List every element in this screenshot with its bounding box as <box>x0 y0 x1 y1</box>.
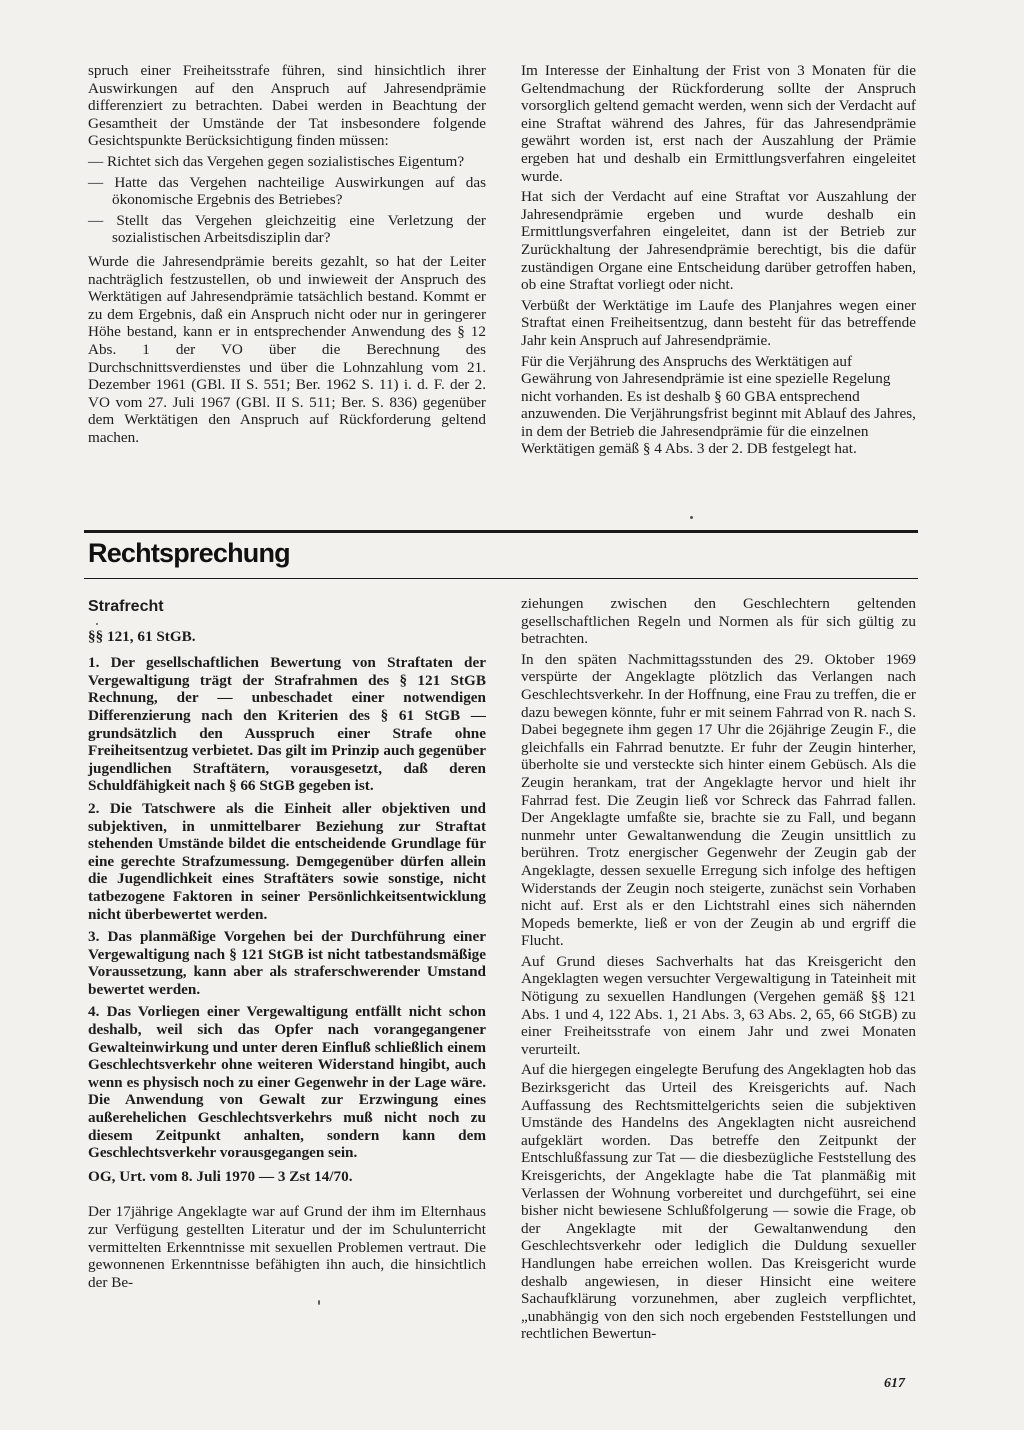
section-heading: Rechtsprechung <box>88 538 290 568</box>
paragraph: spruch einer Freiheitsstrafe führen, sind hinsichtlich ihrer Auswirkungen auf den Anspruch auf Jahresendprämie differenziert zu betrachten. Dabei werden in Beachtung der Gesamtheit der Umstände der Tat insbesondere folgende Gesichtspunkte Berücksichtigung finden müssen: <box>88 62 486 150</box>
column-bottom-right <box>521 595 916 1346</box>
subsection-title: Strafrecht <box>88 598 164 615</box>
paragraph: In den späten Nachmittagsstunden des 29. Oktober 1969 verspürte der Angeklagte plötzlich das Verlangen nach Geschlechtsverkehr. In der Hoffnung, eine Frau zu treffen, die er dazu bewegen könnte, fuhr er mit seinem Fahrrad von R. nach S. Dabei begegnete ihm gegen 17 Uhr die 26jährige Zeugin F., die gleichfalls ein Fahrrad benutzte. Er fuhr der Zeugin hinterher, überholte sie und versteckte sich hinter einem Gebüsch. Als die Zeugin herankam, trat der Angeklagte hervor und hielt ihr Fahrrad fest. Die Zeugin ließ vor Schreck das Fahrrad fallen. Der Angeklagte umfaßte sie, brachte sie zu Fall, und begann nunmehr unter Gewaltanwendung die Zeugin unsittlich zu berühren. Trotz energischer Gegenwehr der Zeugin gab der Angeklagte, dessen sexuelle Erregung sich infolge des heftigen Widerstands der Zeugin noch steigerte, zunächst sein Vorhaben nicht auf. Erst als er den Lichtstrahl eines sich nähernden Mopeds bemerkte, ließ er von der Zeugin ab und ergriff die Flucht. <box>521 650 916 950</box>
headnote-1: 1. Der gesellschaftlichen Bewertung von Straftaten der Vergewaltigung trägt der Strafrahmen des § 121 StGB Rechnung, der — unbeschadet einer notwendigen Differenzierung nach den Kriterien des § 61 StGB — grundsätzlich den Ausspruch einer Strafe ohne Freiheitsentzug verbietet. Das gilt im Prinzip auch gegenüber jugendlichen Straftätern, vorausgesetzt, daß deren Schuldfähigkeit nach § 66 StGB gegeben ist. <box>88 654 486 795</box>
paragraph: Für die Verjährung des Anspruchs des Werktätigen auf Gewährung von Jahresendprämie ist eine spezielle Regelung nicht vorhanden. Es ist deshalb § 60 GBA entsprechend anzuwenden. Die Verjährungsfrist beginnt mit Ablauf des Jahres, in dem der Betrieb die Jahresendprämie für die einzelnen Werktätigen gemäß § 4 Abs. 3 der 2. DB festgelegt hat. <box>521 352 916 458</box>
column-top-left <box>88 62 486 449</box>
headnote-2: 2. Die Tatschwere als die Einheit aller objektiven und subjektiven, in unmittelbarer Beziehung zur Straftat stehenden Umstände bildet die entscheidende Grundlage für eine gerechte Strafzumessung. Demgegenüber dürfen allein die Jugendlichkeit eines Straftäters sowie sonstige, nicht tatbezogene Faktoren in seiner Persönlichkeitsentwicklung nicht überbewertet werden. <box>88 799 486 923</box>
page-number: 617 <box>884 1376 905 1391</box>
bullet-item: — Stellt das Vergehen gleichzeitig eine Verletzung der sozialistischen Arbeitsdisziplin dar? <box>88 211 486 247</box>
scan-speck <box>318 1300 320 1305</box>
scan-speck <box>690 516 693 519</box>
bullet-item: — Richtet sich das Vergehen gegen sozialistisches Eigentum? <box>88 152 465 170</box>
bullet-item: — Hatte das Vergehen nachteilige Auswirkungen auf das ökonomische Ergebnis des Betriebes? <box>88 173 486 209</box>
column-top-right <box>521 62 916 461</box>
court-citation: OG, Urt. vom 8. Juli 1970 — 3 Zst 14/70. <box>88 1167 353 1185</box>
heading-underline <box>84 578 918 579</box>
column-bottom-left <box>88 598 486 1294</box>
headnote-3: 3. Das planmäßige Vorgehen bei der Durchführung einer Vergewaltigung nach § 121 StGB ist nicht tatbestandsmäßige Voraussetzung, kann aber als straferschwerender Umstand bewertet werden. <box>88 928 486 998</box>
paragraph: Im Interesse der Einhaltung der Frist von 3 Monaten für die Geltendmachung der Rückforderung sollte der Anspruch vorsorglich geltend gemacht werden, wenn sich der Verdacht auf eine Straftat während des Jahres, für das Jahresendprämie gewährt worden ist, erst nach der Auszahlung der Prämie ergeben hat und deshalb ein Ermittlungsverfahren eingeleitet wurde. <box>521 62 916 185</box>
paragraph: Hat sich der Verdacht auf eine Straftat vor Auszahlung der Jahresendprämie ergeben und wurde deshalb ein Ermittlungsverfahren eingeleitet, dann ist der Betrieb zur Zurückhaltung der Jahresendprämie berechtigt, bis die dafür zuständigen Organe eine Entscheidung darüber getroffen haben, ob eine Straftat vorliegt oder nicht. <box>521 188 916 294</box>
paragraph: Auf die hiergegen eingelegte Berufung des Angeklagten hob das Bezirksgericht das Urteil des Kreisgerichts auf. Nach Auffassung des Rechtsmittelgerichts seien die subjektiven Umstände des Handelns des Angeklagten nicht ausreichend aufgeklärt worden. Das betreffe den Zeitpunkt der Entschlußfassung zur Tat — die diesbezügliche Feststellung des Kreisgerichts, der Angeklagte habe die Tat planmäßig mit Verlassen der Wohnung vorbereitet und durchgeführt, sei eine bisher nicht bewiesene Schlußfolgerung — sowie die Frage, ob der Angeklagte mit der Gewaltanwendung den Geschlechtsverkehr oder lediglich die Duldung sexueller Handlungen habe erreichen wollen. Das Kreisgericht wurde deshalb angewiesen, in dieser Hinsicht eine weitere Sachaufklärung vorzunehmen, aber zugleich verpflichtet, „unabhängig von den sich noch ergebenden Feststellungen und rechtlichen Bewertun- <box>521 1061 916 1343</box>
paragraph: Der 17jährige Angeklagte war auf Grund der ihm im Elternhaus zur Verfügung gestellten Literatur und der im Schulunterricht vermittelten Erkenntnisse mit sexuellen Problemen vertraut. Die gewonnenen Erkenntnisse befähigten ihn auch, die hinsichtlich der Be- <box>88 1203 486 1291</box>
paragraph: Wurde die Jahresendprämie bereits gezahlt, so hat der Leiter nachträglich festzustellen, ob und inwieweit der Anspruch des Werktätigen auf Jahresendprämie tatsächlich bestand. Kommt er zu dem Ergebnis, daß ein Anspruch nicht oder nur in geringerer Höhe bestand, kann er in entsprechender Anwendung des § 12 Abs. 1 der VO über die Berechnung des Durchschnittsverdienstes und über die Lohnzahlung vom 21. Dezember 1961 (GBl. II S. 551; Ber. 1962 S. 11) i. d. F. der 2. VO vom 27. Juli 1967 (GBl. II S. 511; Ber. S. 836) gegenüber dem Werktätigen den Anspruch auf Rückforderung geltend machen. <box>88 252 486 446</box>
headnote-4: 4. Das Vorliegen einer Vergewaltigung entfällt nicht schon deshalb, weil sich das Opfer nach vorangegangener Gewalteinwirkung und unter deren Einfluß schließlich einem Geschlechtsverkehr ohne weiteren Widerstand hingibt, auch wenn es physisch noch zu einer Gegenwehr in der Lage wäre. Die Anwendung von Gewalt zur Erzwingung eines außerehelichen Geschlechtsverkehrs muß nicht noch zu diesem Zeitpunkt anhalten, sondern kann dem Geschlechtsverkehr vorausgegangen sein. <box>88 1003 486 1162</box>
paragraph: ziehungen zwischen den Geschlechtern geltenden gesellschaftlichen Regeln und Normen als für sich gültig zu betrachten. <box>521 595 916 648</box>
section-divider <box>84 530 918 533</box>
paragraph: Auf Grund dieses Sachverhalts hat das Kreisgericht den Angeklagten wegen versuchter Vergewaltigung in Tateinheit mit Nötigung zu sexuellen Handlungen (Vergehen gemäß §§ 121 Abs. 1 und 4, 122 Abs. 1, 21 Abs. 3, 63 Abs. 2, 65, 66 StGB) zu einer Freiheitsstrafe von einem Jahr und zwei Monaten verurteilt. <box>521 952 916 1058</box>
legal-reference: §§ 121, 61 StGB. <box>88 627 196 645</box>
paragraph: Verbüßt der Werktätige im Laufe des Planjahres wegen einer Straftat einen Freiheitsentzug, dann besteht für das betreffende Jahr kein Anspruch auf Jahresendprämie. <box>521 296 916 349</box>
scan-speck <box>96 623 98 625</box>
